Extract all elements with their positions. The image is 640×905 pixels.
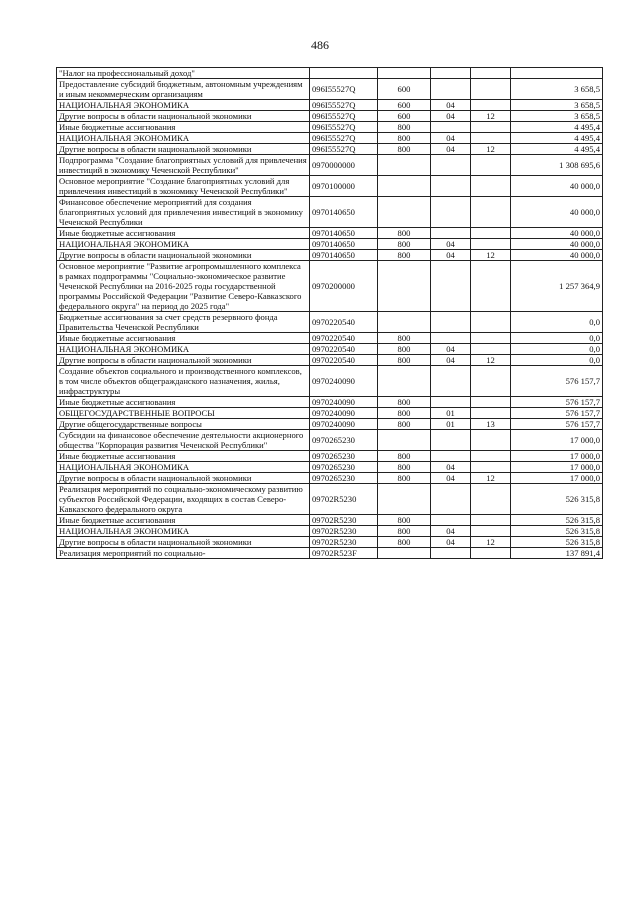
amount-cell: 1 257 364,9: [511, 261, 603, 312]
expense-type-cell: 800: [378, 408, 431, 419]
row-name-cell: НАЦИОНАЛЬНАЯ ЭКОНОМИКА: [57, 100, 310, 111]
section-code-cell: 01: [431, 408, 471, 419]
target-article-code-cell: 0970220540: [310, 312, 378, 333]
target-article-code-cell: 0970240090: [310, 366, 378, 397]
target-article-code-cell: 0970265230: [310, 462, 378, 473]
section-code-cell: [431, 515, 471, 526]
section-code-cell: [431, 122, 471, 133]
expense-type-cell: 800: [378, 239, 431, 250]
target-article-code-cell: 0970240090: [310, 397, 378, 408]
target-article-code-cell: 096I55527Q: [310, 111, 378, 122]
expense-type-cell: 800: [378, 344, 431, 355]
table-row: [57, 155, 603, 176]
subsection-code-cell: [471, 155, 511, 176]
subsection-code-cell: 12: [471, 111, 511, 122]
subsection-code-cell: [471, 462, 511, 473]
subsection-code-cell: [471, 133, 511, 144]
expense-type-cell: 800: [378, 473, 431, 484]
expense-type-cell: 800: [378, 537, 431, 548]
expense-type-cell: 800: [378, 515, 431, 526]
table-row: [57, 537, 603, 548]
subsection-code-cell: [471, 261, 511, 312]
expense-type-cell: 600: [378, 79, 431, 100]
amount-cell: 137 891,4: [511, 548, 603, 559]
target-article-code-cell: 0970200000: [310, 261, 378, 312]
expense-type-cell: 800: [378, 462, 431, 473]
target-article-code-cell: 09702R523F: [310, 548, 378, 559]
row-name-cell: Финансовое обеспечение мероприятий для создания благоприятных условий для привлечения инвестиций в экономику Чеченской Республики: [57, 197, 310, 228]
table-row: [57, 515, 603, 526]
row-name-cell: Другие вопросы в области национальной экономики: [57, 250, 310, 261]
row-name-cell: Другие вопросы в области национальной экономики: [57, 144, 310, 155]
table-row: [57, 111, 603, 122]
table-row: [57, 133, 603, 144]
row-name-cell: Реализация мероприятий по социально-экономическому развитию субъектов Российской Федерации, входящих в состав Северо-Кавказского федерального округа: [57, 484, 310, 515]
target-article-code-cell: 0970100000: [310, 176, 378, 197]
row-name-cell: НАЦИОНАЛЬНАЯ ЭКОНОМИКА: [57, 344, 310, 355]
target-article-code-cell: 0970240090: [310, 419, 378, 430]
section-code-cell: [431, 79, 471, 100]
table-row: [57, 176, 603, 197]
amount-cell: 526 315,8: [511, 526, 603, 537]
amount-cell: 526 315,8: [511, 537, 603, 548]
expense-type-cell: [378, 197, 431, 228]
section-code-cell: 04: [431, 100, 471, 111]
section-code-cell: [431, 312, 471, 333]
amount-cell: 40 000,0: [511, 197, 603, 228]
table-row: [57, 100, 603, 111]
row-name-cell: Создание объектов социального и производственного комплексов, в том числе объектов общегражданского назначения, жилья, инфраструктуры: [57, 366, 310, 397]
expense-type-cell: 600: [378, 111, 431, 122]
section-code-cell: [431, 397, 471, 408]
table-row: [57, 122, 603, 133]
row-name-cell: Иные бюджетные ассигнования: [57, 397, 310, 408]
amount-cell: 40 000,0: [511, 250, 603, 261]
expense-type-cell: 800: [378, 526, 431, 537]
section-code-cell: 04: [431, 344, 471, 355]
table-row: [57, 355, 603, 366]
amount-cell: 1 308 695,6: [511, 155, 603, 176]
section-code-cell: 04: [431, 239, 471, 250]
amount-cell: 17 000,0: [511, 473, 603, 484]
row-name-cell: Реализация мероприятий по социально-: [57, 548, 310, 559]
row-name-cell: Иные бюджетные ассигнования: [57, 122, 310, 133]
subsection-code-cell: [471, 79, 511, 100]
table-row: [57, 548, 603, 559]
row-name-cell: Подпрограмма "Создание благоприятных условий для привлечения инвестиций в экономику Чеченской Республики": [57, 155, 310, 176]
table-row: [57, 261, 603, 312]
expense-type-cell: [378, 176, 431, 197]
table-row: [57, 397, 603, 408]
amount-cell: 17 000,0: [511, 430, 603, 451]
expense-type-cell: 800: [378, 144, 431, 155]
row-name-cell: НАЦИОНАЛЬНАЯ ЭКОНОМИКА: [57, 526, 310, 537]
section-code-cell: 04: [431, 355, 471, 366]
amount-cell: 0,0: [511, 312, 603, 333]
section-code-cell: [431, 68, 471, 79]
row-name-cell: Другие вопросы в области национальной экономики: [57, 111, 310, 122]
expense-type-cell: 800: [378, 419, 431, 430]
subsection-code-cell: [471, 484, 511, 515]
expense-type-cell: 800: [378, 355, 431, 366]
subsection-code-cell: [471, 430, 511, 451]
target-article-code-cell: 096I55527Q: [310, 144, 378, 155]
subsection-code-cell: [471, 197, 511, 228]
subsection-code-cell: [471, 515, 511, 526]
table-row: [57, 79, 603, 100]
expense-type-cell: 800: [378, 122, 431, 133]
amount-cell: 17 000,0: [511, 462, 603, 473]
target-article-code-cell: 09702R5230: [310, 526, 378, 537]
amount-cell: 3 658,5: [511, 79, 603, 100]
expense-type-cell: [378, 548, 431, 559]
expense-type-cell: 800: [378, 397, 431, 408]
target-article-code-cell: 096I55527Q: [310, 100, 378, 111]
subsection-code-cell: [471, 408, 511, 419]
section-code-cell: [431, 176, 471, 197]
table-row: [57, 408, 603, 419]
amount-cell: 40 000,0: [511, 228, 603, 239]
table-row: [57, 312, 603, 333]
target-article-code-cell: 096I55527Q: [310, 122, 378, 133]
section-code-cell: [431, 430, 471, 451]
table-row: [57, 451, 603, 462]
target-article-code-cell: 096I55527Q: [310, 79, 378, 100]
table-row: [57, 366, 603, 397]
subsection-code-cell: 12: [471, 144, 511, 155]
section-code-cell: 04: [431, 144, 471, 155]
row-name-cell: Иные бюджетные ассигнования: [57, 515, 310, 526]
table-row: [57, 68, 603, 79]
subsection-code-cell: [471, 397, 511, 408]
amount-cell: 576 157,7: [511, 366, 603, 397]
section-code-cell: 04: [431, 473, 471, 484]
section-code-cell: [431, 451, 471, 462]
target-article-code-cell: 0970140650: [310, 250, 378, 261]
section-code-cell: [431, 197, 471, 228]
expense-type-cell: 800: [378, 333, 431, 344]
amount-cell: 576 157,7: [511, 397, 603, 408]
subsection-code-cell: [471, 548, 511, 559]
row-name-cell: Предоставление субсидий бюджетным, автономным учреждениям и иным некоммерческим организациям: [57, 79, 310, 100]
expense-type-cell: 800: [378, 228, 431, 239]
section-code-cell: [431, 333, 471, 344]
table-row: [57, 239, 603, 250]
amount-cell: 4 495,4: [511, 122, 603, 133]
amount-cell: 526 315,8: [511, 484, 603, 515]
amount-cell: 0,0: [511, 355, 603, 366]
target-article-code-cell: 0970265230: [310, 451, 378, 462]
subsection-code-cell: 13: [471, 419, 511, 430]
row-name-cell: Другие вопросы в области национальной экономики: [57, 473, 310, 484]
subsection-code-cell: 12: [471, 355, 511, 366]
target-article-code-cell: 0970240090: [310, 408, 378, 419]
amount-cell: 576 157,7: [511, 408, 603, 419]
amount-cell: 3 658,5: [511, 111, 603, 122]
target-article-code-cell: 0970000000: [310, 155, 378, 176]
amount-cell: 17 000,0: [511, 451, 603, 462]
amount-cell: 0,0: [511, 333, 603, 344]
section-code-cell: [431, 548, 471, 559]
subsection-code-cell: 12: [471, 473, 511, 484]
table-row: [57, 333, 603, 344]
target-article-code-cell: 0970140650: [310, 197, 378, 228]
target-article-code-cell: 0970140650: [310, 228, 378, 239]
subsection-code-cell: [471, 68, 511, 79]
target-article-code-cell: 0970220540: [310, 355, 378, 366]
section-code-cell: [431, 484, 471, 515]
expense-type-cell: [378, 484, 431, 515]
subsection-code-cell: [471, 122, 511, 133]
row-name-cell: Основное мероприятие "Создание благоприятных условий для привлечения инвестиций в экономику Чеченской Республики": [57, 176, 310, 197]
row-name-cell: Иные бюджетные ассигнования: [57, 333, 310, 344]
section-code-cell: 01: [431, 419, 471, 430]
expense-type-cell: 600: [378, 100, 431, 111]
subsection-code-cell: [471, 333, 511, 344]
row-name-cell: Другие вопросы в области национальной экономики: [57, 537, 310, 548]
row-name-cell: Бюджетные ассигнования за счет средств резервного фонда Правительства Чеченской Республики: [57, 312, 310, 333]
table-row: [57, 250, 603, 261]
section-code-cell: [431, 261, 471, 312]
section-code-cell: [431, 155, 471, 176]
amount-cell: [511, 68, 603, 79]
target-article-code-cell: [310, 68, 378, 79]
target-article-code-cell: 0970265230: [310, 430, 378, 451]
section-code-cell: [431, 366, 471, 397]
table-row: [57, 430, 603, 451]
target-article-code-cell: 09702R5230: [310, 484, 378, 515]
expense-type-cell: 800: [378, 250, 431, 261]
expense-type-cell: [378, 68, 431, 79]
table-row: [57, 197, 603, 228]
section-code-cell: 04: [431, 537, 471, 548]
table-row: [57, 419, 603, 430]
table-row: [57, 228, 603, 239]
table-row: [57, 144, 603, 155]
expense-type-cell: [378, 155, 431, 176]
amount-cell: 3 658,5: [511, 100, 603, 111]
subsection-code-cell: [471, 366, 511, 397]
row-name-cell: Иные бюджетные ассигнования: [57, 451, 310, 462]
target-article-code-cell: 09702R5230: [310, 537, 378, 548]
subsection-code-cell: [471, 228, 511, 239]
target-article-code-cell: 0970265230: [310, 473, 378, 484]
expense-type-cell: [378, 261, 431, 312]
target-article-code-cell: 0970220540: [310, 344, 378, 355]
amount-cell: 4 495,4: [511, 133, 603, 144]
table-row: [57, 526, 603, 537]
row-name-cell: Иные бюджетные ассигнования: [57, 228, 310, 239]
subsection-code-cell: [471, 526, 511, 537]
subsection-code-cell: [471, 312, 511, 333]
amount-cell: 526 315,8: [511, 515, 603, 526]
table-row: [57, 344, 603, 355]
expense-type-cell: 800: [378, 133, 431, 144]
row-name-cell: ОБЩЕГОСУДАРСТВЕННЫЕ ВОПРОСЫ: [57, 408, 310, 419]
page-number: 486: [311, 38, 329, 52]
budget-table: [56, 67, 603, 559]
amount-cell: 4 495,4: [511, 144, 603, 155]
amount-cell: 40 000,0: [511, 239, 603, 250]
subsection-code-cell: [471, 451, 511, 462]
subsection-code-cell: [471, 100, 511, 111]
row-name-cell: "Налог на профессиональный доход": [57, 68, 310, 79]
subsection-code-cell: [471, 344, 511, 355]
section-code-cell: 04: [431, 250, 471, 261]
subsection-code-cell: [471, 239, 511, 250]
table-row: [57, 473, 603, 484]
subsection-code-cell: [471, 176, 511, 197]
row-name-cell: Субсидии на финансовое обеспечение деятельности акционерного общества "Корпорация развития Чеченской Республики": [57, 430, 310, 451]
target-article-code-cell: 0970140650: [310, 239, 378, 250]
row-name-cell: Основное мероприятие "Развитие агропромышленного комплекса в рамках подпрограммы "Социально-экономическое развитие Чеченской Республики на 2016-2025 годы государственной программы Российской Федерации "Развитие Северо-Кавказского федерального округа" на период до 2025 года": [57, 261, 310, 312]
expense-type-cell: [378, 312, 431, 333]
section-code-cell: 04: [431, 526, 471, 537]
row-name-cell: НАЦИОНАЛЬНАЯ ЭКОНОМИКА: [57, 133, 310, 144]
target-article-code-cell: 0970220540: [310, 333, 378, 344]
amount-cell: 576 157,7: [511, 419, 603, 430]
amount-cell: 0,0: [511, 344, 603, 355]
section-code-cell: [431, 228, 471, 239]
section-code-cell: 04: [431, 133, 471, 144]
subsection-code-cell: 12: [471, 250, 511, 261]
row-name-cell: Другие общегосударственные вопросы: [57, 419, 310, 430]
expense-type-cell: 800: [378, 451, 431, 462]
target-article-code-cell: 096I55527Q: [310, 133, 378, 144]
row-name-cell: НАЦИОНАЛЬНАЯ ЭКОНОМИКА: [57, 462, 310, 473]
expense-type-cell: [378, 430, 431, 451]
target-article-code-cell: 09702R5230: [310, 515, 378, 526]
amount-cell: 40 000,0: [511, 176, 603, 197]
table-row: [57, 462, 603, 473]
section-code-cell: 04: [431, 111, 471, 122]
subsection-code-cell: 12: [471, 537, 511, 548]
table-row: [57, 484, 603, 515]
row-name-cell: НАЦИОНАЛЬНАЯ ЭКОНОМИКА: [57, 239, 310, 250]
expense-type-cell: [378, 366, 431, 397]
section-code-cell: 04: [431, 462, 471, 473]
row-name-cell: Другие вопросы в области национальной экономики: [57, 355, 310, 366]
